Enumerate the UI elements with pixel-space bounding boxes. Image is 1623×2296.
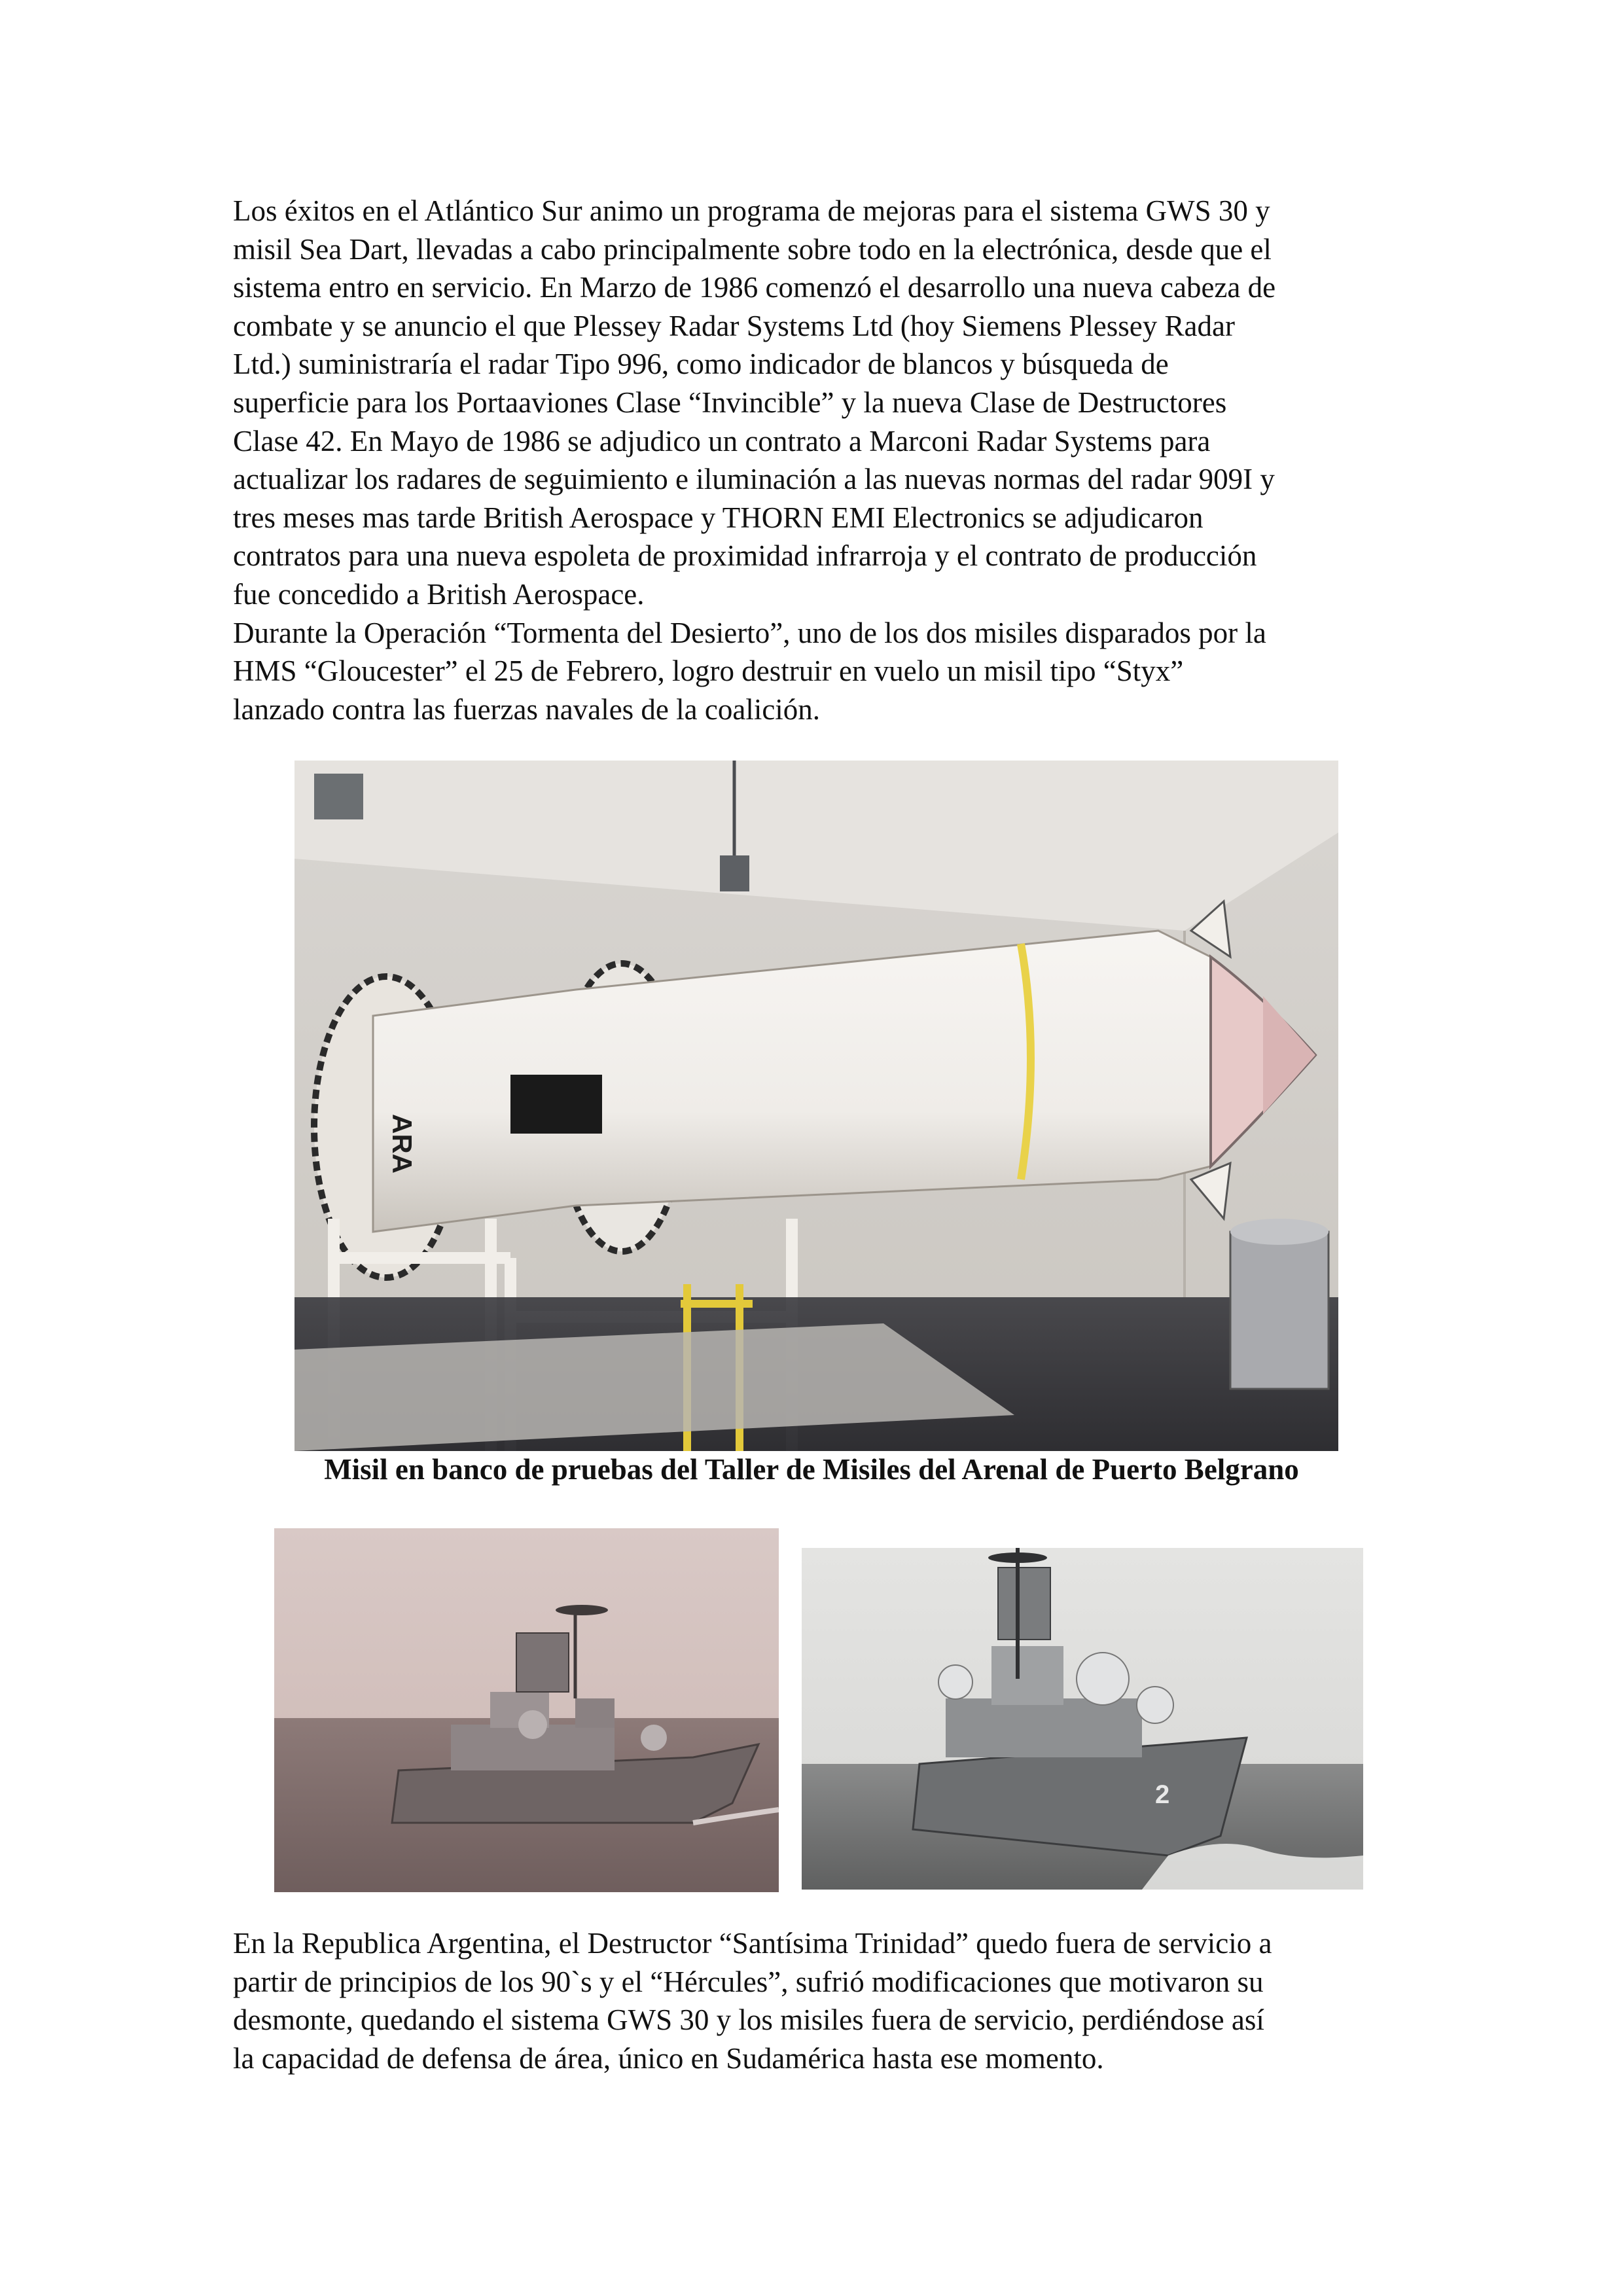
intro-line: sistema entro en servicio. En Marzo de 1986 comenzó el desarrollo una nueva cabeza de: [233, 271, 1276, 304]
intro-line: Durante la Operación “Tormenta del Desierto”, uno de los dos misiles disparados por la: [233, 616, 1266, 649]
intro-line: HMS “Gloucester” el 25 de Febrero, logro destruir en vuelo un misil tipo “Styx”: [233, 655, 1184, 688]
closing-line: partir de principios de los 90`s y el “Hércules”, sufrió modificaciones que motivaron su: [233, 1965, 1264, 1998]
closing-line: la capacidad de defensa de área, único en Sudamérica hasta ese momento.: [233, 2041, 1104, 2075]
svg-text:2: 2: [1155, 1780, 1170, 1809]
intro-line: lanzado contra las fuerzas navales de la coalición.: [233, 692, 821, 726]
closing-line: desmonte, quedando el sistema GWS 30 y los misiles fuera de servicio, perdiéndose así: [233, 2003, 1264, 2037]
destroyer-photo-left: [274, 1528, 779, 1892]
svg-text:ARA: ARA: [387, 1114, 418, 1174]
intro-line: Ltd.) suministraría el radar Tipo 996, como indicador de blancos y búsqueda de: [233, 348, 1169, 381]
intro-line: Los éxitos en el Atlántico Sur animo un programa de mejoras para el sistema GWS 30 y: [233, 194, 1270, 227]
destroyer-photo-right: [802, 1548, 1363, 1890]
intro-line: tres meses mas tarde British Aerospace y THORN EMI Electronics se adjudicaron: [233, 501, 1204, 534]
intro-line: contratos para una nueva espoleta de proximidad infrarroja y el contrato de producción: [233, 539, 1257, 573]
intro-line: superficie para los Portaaviones Clase “Invincible” y la nueva Clase de Destructores: [233, 386, 1227, 419]
closing-paragraph: [233, 1924, 1398, 2077]
closing-line: En la Republica Argentina, el Destructor “Santísima Trinidad” quedo fuera de servicio a: [233, 1927, 1272, 1960]
intro-line: actualizar los radares de seguimiento e iluminación a las nuevas normas del radar 909I y: [233, 463, 1275, 496]
intro-line: misil Sea Dart, llevadas a cabo principalmente sobre todo en la electrónica, desde que el: [233, 232, 1272, 266]
intro-line: Clase 42. En Mayo de 1986 se adjudico un contrato a Marconi Radar Systems para: [233, 424, 1211, 457]
intro-line: combate y se anuncio el que Plessey Radar Systems Ltd (hoy Siemens Plessey Radar: [233, 309, 1235, 342]
intro-line: fue concedido a British Aerospace.: [233, 577, 645, 611]
missile-photo-caption: Misil en banco de pruebas del Taller de Misiles del Arenal de Puerto Belgrano: [324, 1453, 1299, 1486]
intro-paragraph: [233, 192, 1398, 728]
missile-test-bench-photo: [294, 761, 1338, 1451]
